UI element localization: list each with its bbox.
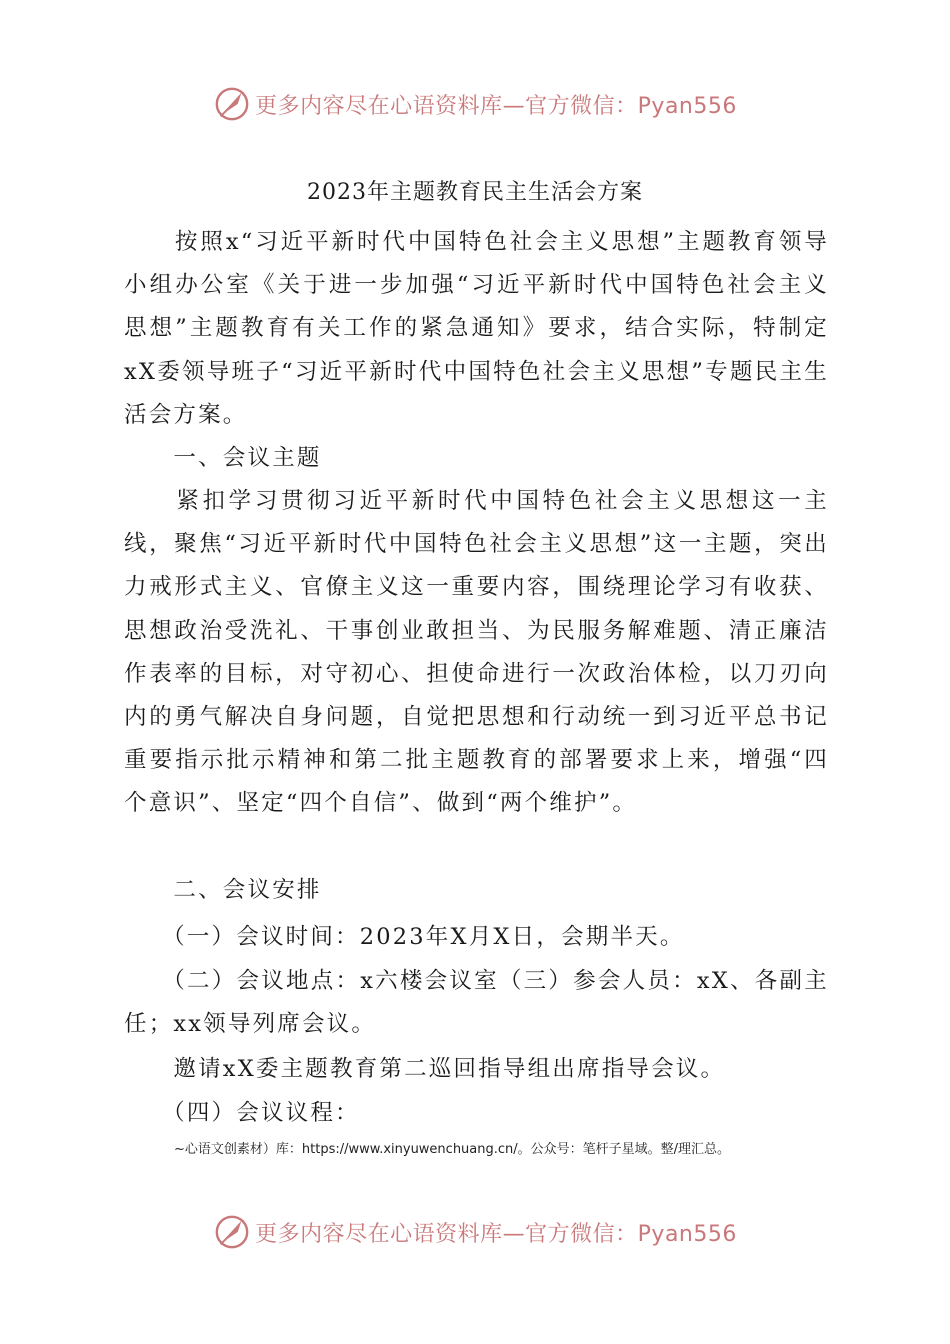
quill-logo-icon	[213, 85, 251, 123]
section-heading-2: 二、会议安排	[124, 877, 322, 903]
page-title: 2023年主题教育民主生活会方案	[307, 180, 643, 205]
banner-text: 更多内容尽在心语资料库—官方微信：Pyan556	[255, 93, 737, 119]
paragraph-location: （二）会议地点：x六楼会议室（三）参会人员：xX、各副主任；xx领导列席会议。	[124, 968, 829, 1038]
header-banner	[0, 84, 950, 124]
paragraph-agenda: （四）会议议程：	[124, 1100, 360, 1126]
banner-text: 更多内容尽在心语资料库—官方微信：Pyan556	[255, 1221, 737, 1247]
paragraph-invite: 邀请xX委主题教育第二巡回指导组出席指导会议。	[124, 1056, 726, 1082]
paragraph-theme: 紧扣学习贯彻习近平新时代中国特色社会主义思想这一主线，聚焦“习近平新时代中国特色社会主义思想”这一主题，突出力戒形式主义、官僚主义这一重要内容，围绕理论学习有收获、思想政治受洗礼、干事创业敢担当、为民服务解难题、清正廉洁作表率的目标，对守初心、担使命进行一次政治体检，以刀刃向内的勇气解决自身问题，自觉把思想和行动统一到习近平总书记重要指示批示精神和第二批主题教育的部署要求上来，增强“四个意识”、坚定“四个自信”、做到“两个维护”。	[124, 488, 829, 817]
wechat-id: Pyan556	[637, 93, 737, 119]
section-heading-1: 一、会议主题	[124, 445, 322, 471]
wechat-id: Pyan556	[637, 1221, 737, 1247]
footer-banner	[0, 1212, 950, 1252]
paragraph-time: （一）会议时间：2023年X月X日，会期半天。	[124, 924, 685, 950]
paragraph-intro: 按照x“习近平新时代中国特色社会主义思想”主题教育领导小组办公室《关于进一步加强“习近平新时代中国特色社会主义思想”主题教育有关工作的紧急通知》要求，结合实际，特制定xX委领导班子“习近平新时代中国特色社会主义思想”专题民主生活会方案。	[124, 229, 829, 428]
source-footnote: ~心语文创素材）库：https://www.xinyuwenchuang.cn/。公众号：笔杆子星域。整/理汇总。	[174, 1142, 731, 1157]
quill-logo-icon	[213, 1213, 251, 1251]
